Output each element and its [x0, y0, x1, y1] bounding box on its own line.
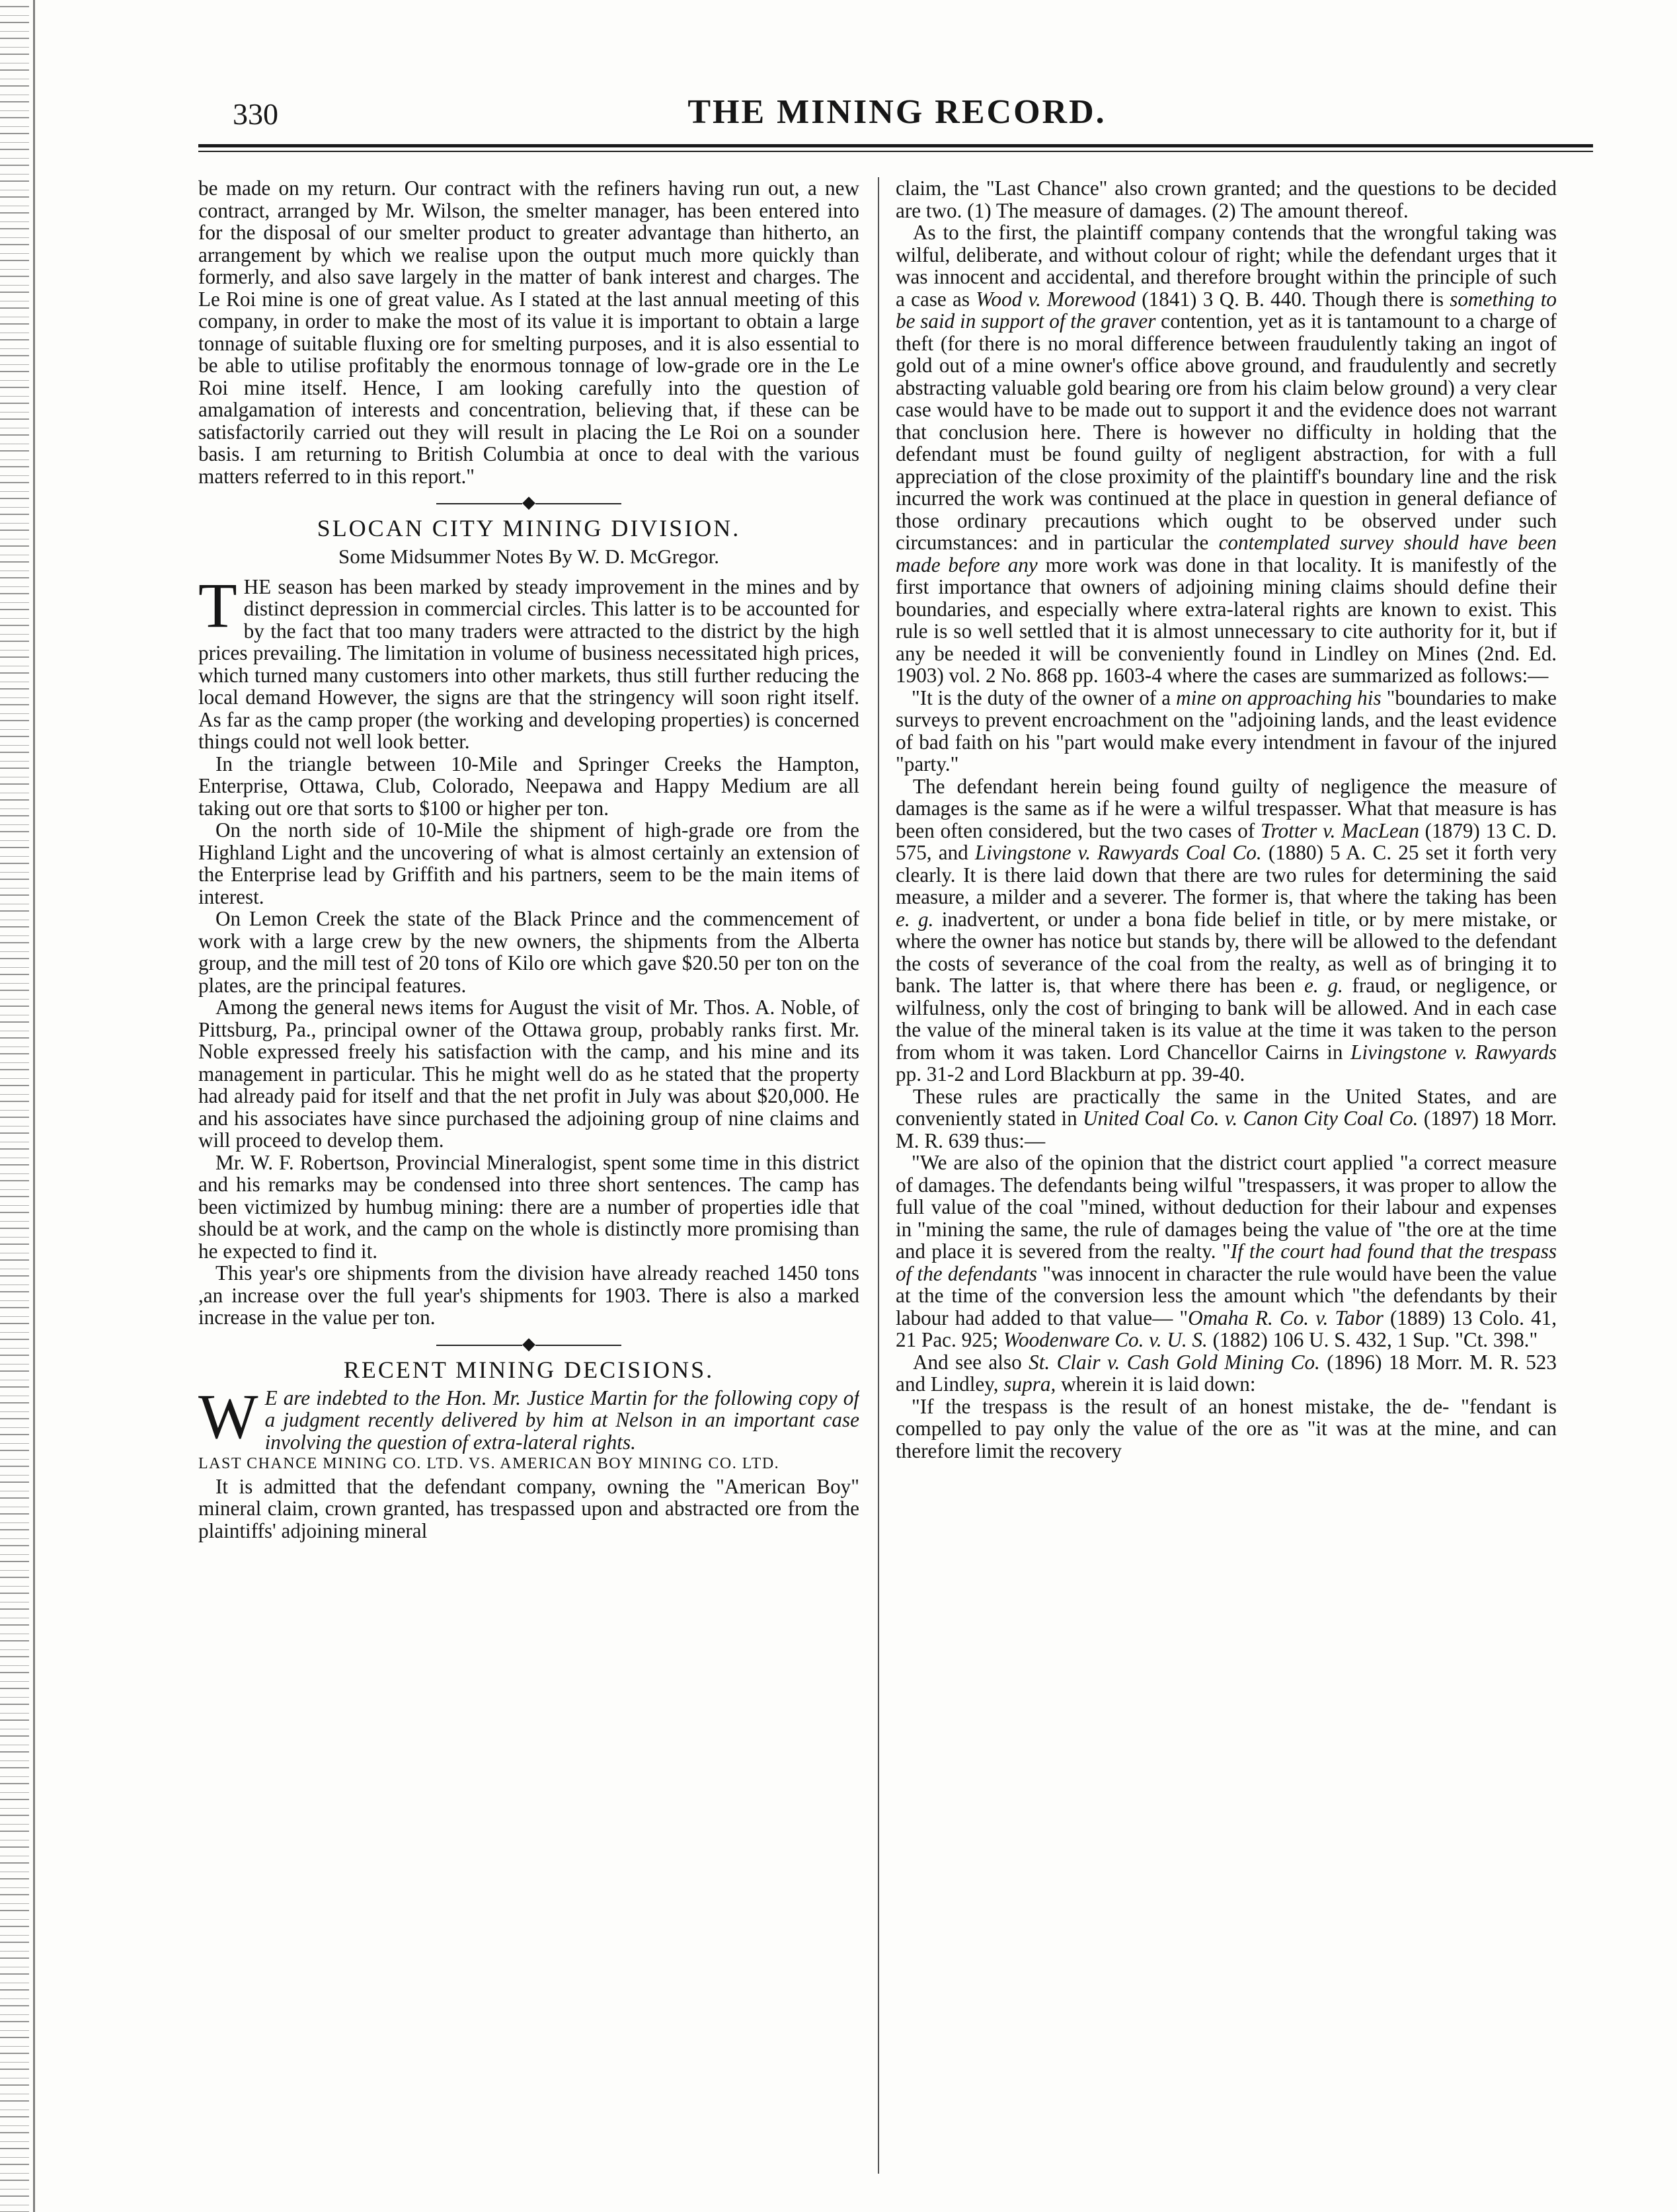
paragraph: In the triangle between 10-Mile and Springer Creeks the Hampton, Enterprise, Ottawa, Club, Colorado, Neepawa and Happy Medium are all taking out ore that sorts to $100 or higher per ton. — [198, 752, 859, 820]
paragraph: claim, the "Last Chance" also crown granted; and the questions to be decided are two. (1) The measure of damages. (2) The amount thereof. — [896, 177, 1557, 222]
case-heading: LAST CHANCE MINING CO. LTD. VS. AMERICAN BOY MINING CO. LTD. — [198, 1455, 780, 1472]
paragraph: These rules are practically the same in the United States, and are conveniently stated in United Coal Co. v. Canon City Coal Co. (1897) 18 Morr. M. R. 639 thus:— — [896, 1084, 1557, 1152]
paragraph: On the north side of 10-Mile the shipment of high-grade ore from the Highland Light and the uncovering of what is almost certainly an extension of the Enterprise lead by Griffith and his partners, seem to be the main items of interest. — [198, 818, 859, 908]
section-divider: ◆ — [198, 494, 859, 511]
paragraph — [198, 1380, 859, 1454]
paragraph: And see also St. Clair v. Cash Gold Mining Co. (1896) 18 Morr. M. R. 523 and Lindley, supra, wherein it is laid down: — [896, 1350, 1557, 1396]
drop-cap: W — [198, 1380, 258, 1452]
right-column — [896, 177, 1557, 2174]
paragraph-text: E are indebted to the Hon. Mr. Justice Martin for the following copy of a judgment recently delivered by him at Nelson in an important case involving the question of extra-lateral rights. — [264, 1386, 859, 1454]
section-title: RECENT MINING DECISIONS. — [343, 1356, 715, 1383]
paragraph: Among the general news items for August the visit of Mr. Thos. A. Noble, of Pittsburg, Pa., principal owner of the Ottawa group, probably ranks first. Mr. Noble expressed freely his satisfaction with the camp, and his mine and its management in particular. This he might well do as he stated that the property had already paid for itself and that the net profit in July was about $20,000. He and his associates have since purchased the adjoining group of nine claims and will proceed to develop them. — [198, 996, 859, 1152]
paragraph — [198, 569, 859, 753]
drop-cap: T — [198, 569, 237, 641]
column-divider — [878, 177, 879, 2174]
paragraph: This year's ore shipments from the division have already reached 1450 tons ,an increase over the full year's shipments for 1903. There is also a marked increase in the value per ton. — [198, 1261, 859, 1329]
case-citation: Omaha R. Co. v. Tabor — [1188, 1306, 1384, 1329]
paragraph: The defendant herein being found guilty of negligence the measure of damages is the same as if he were a wilful trespasser. What that measure is has been often considered, but the two cases of Trotter v. MacLean (1879) 13 C. D. 575, and Livingstone v. Rawyards Coal Co. (1880) 5 A. C. 25 set it forth very clearly. It is there laid down that there are two rules for determining the said measure, a milder and a severer. The former is, that where the taking has been e. g. inadvertent, or under a bona fide belief in title, or by mere mistake, or where the owner has notice but stands by, there will be allowed to the defendant the costs of severance of the coal from the realty, as well as of bringing it to bank. The latter is, that where there has been e. g. fraud, or negligence, or wilfulness, only the cost of bringing to bank will be allowed. And in each case the value of the mineral taken is its value at the time it was taken to the person from whom it was taken. Lord Chancellor Cairns in Livingstone v. Rawyards pp. 31-2 and Lord Blackburn at pp. 39-40. — [896, 774, 1557, 1086]
case-citation: Woodenware Co. v. U. S. — [1003, 1328, 1208, 1351]
paragraph-text: HE season has been marked by steady improvement in the mines and by distinct depression in commercial circles. This latter is to be accounted for by the fact that too many traders were attracted to the district by the high prices prevailing. The limitation in volume of business necessitated high prices, which turned many customers into other markets, thus still further reducing the local demand However, the signs are that the stringency will soon right itself. As far as the camp proper (the working and developing properties) is concerned things could not well look better. — [198, 574, 859, 753]
left-column — [198, 177, 859, 2174]
running-title: THE MINING RECORD. — [687, 93, 1107, 131]
paragraph: As to the first, the plaintiff company contends that the wrongful taking was wilful, deliberate, and without colour of right; while the defendant urges that it was innocent and accidental, and therefore brought within the principle of such a case as Wood v. Morewood (1841) 3 Q. B. 440. Though there is something to be said in support of the graver contention, yet as it is tantamount to a charge of theft (for there is no moral difference between fraudulently taking an ingot of gold out of a mine owner's office above ground, and fraudulently and secretly abstracting valuable gold bearing ore from his claim below ground) a very clear case would have to be made out to support it and the evidence does not warrant that conclusion here. There is however no difficulty in holding that the defendant must be found guilty of negligent abstraction, for with a full appreciation of the close proximity of the plaintiff's boundary line and the risk incurred the work was continued at the place in question in general defiance of those ordinary precautions which ought to be observed under such circumstances: and in particular the contemplated survey should have been made before any more work was done in that locality. It is manifestly of the first importance that owners of adjoining mining claims should define their boundaries, and especially where extra-lateral rights are known to exist. This rule is so well settled that it is almost unnecessary to cite authority for it, but if any be needed it will be conveniently found in Lindley on Mines (2nd. Ed. 1903) vol. 2 No. 868 pp. 1603-4 where the cases are summarized as follows:— — [896, 221, 1557, 687]
case-citation: Wood v. Morewood — [976, 287, 1136, 311]
case-citation: Trotter v. MacLean — [1260, 818, 1419, 842]
case-citation: Livingstone v. Rawyards Coal Co. — [974, 841, 1262, 864]
header-rule-thick — [198, 144, 1593, 147]
binding-edge — [0, 0, 29, 2212]
paragraph: It is admitted that the defendant company, owning the "American Boy" mineral claim, crown granted, has trespassed upon and abstracted ore from the plaintiffs' adjoining mineral — [198, 1474, 859, 1542]
binding-line — [33, 0, 35, 2212]
quotation: "We are also of the opinion that the district court applied "a correct measure of damages. The defendants being wilful "trespassers, it was proper to allow the full value of the coal "mined, without deduction for their labour and expenses in "mining the same, the rule of damages being the value of "the ore at the time and place it is severed from the realty. "If the court had found that the trespass of the defendants "was innocent in character the rule would have been the value at the time of the conversion less the amount which "the defendants by their labour had added to that value— "Omaha R. Co. v. Tabor (1889) 13 Colo. 41, 21 Pac. 925; Woodenware Co. v. U. S. (1882) 106 U. S. 432, 1 Sup. "Ct. 398." — [896, 1151, 1557, 1351]
section-title: SLOCAN CITY MINING DIVISION. — [317, 515, 741, 541]
byline: Some Midsummer Notes By W. D. McGregor. — [338, 545, 720, 568]
quotation: "If the trespass is the result of an honest mistake, the de- "fendant is compelled to pay only the value of the ore as "it was at the mine, and can therefore limit the recovery — [896, 1394, 1557, 1462]
section-divider: ◆ — [198, 1335, 859, 1353]
paragraph: Mr. W. F. Robertson, Provincial Mineralogist, spent some time in this district and his remarks may be condensed into three short sentences. The camp has been victimized by humbug mining: there are a number of properties idle that should be at work, and the camp on the whole is distinctly more promising than he expected to find it. — [198, 1150, 859, 1263]
paragraph: be made on my return. Our contract with the refiners having run out, a new contract, arranged by Mr. Wilson, the smelter manager, has been entered into for the disposal of our smelter product to greater advantage than hitherto, an arrangement by which we realise upon the output much more quickly than formerly, and also save largely in the matter of bank interest and charges. The Le Roi mine is one of great value. As I stated at the last annual meeting of this company, in order to make the most of its value it is important to obtain a large tonnage of suitable fluxing ore for smelting purposes, and it is also essential to be able to utilise profitably the enormous tonnage of low-grade ore in the Le Roi mine itself. Hence, I am looking carefully into the question of amalgamation of interests and concentration, believing that, if these can be satisfactorily carried out they will result in placing the Le Roi on a sounder basis. I am returning to British Columbia at once to deal with the various matters referred to in this report." — [198, 177, 859, 488]
header-rule-thin — [198, 151, 1593, 152]
case-citation: United Coal Co. v. Canon City Coal Co. — [1083, 1107, 1419, 1130]
quotation: "It is the duty of the owner of a mine on approaching his "boundaries to make surveys to prevent encroachment on the "adjoining lands, and the least evidence of bad faith on his "part would make every intendment in favour of the injured "party." — [896, 686, 1557, 775]
case-citation: Livingstone v. Rawyards — [1350, 1040, 1557, 1064]
page-header — [233, 93, 1561, 152]
case-citation: St. Clair v. Cash Gold Mining Co. — [1029, 1350, 1320, 1374]
page-number: 330 — [233, 97, 278, 131]
paragraph: On Lemon Creek the state of the Black Prince and the commencement of work with a large crew by the new owners, the shipments from the Alberta group, and the mill test of 20 tons of Kilo ore which gave $20.50 per ton on the plates, are the principal features. — [198, 907, 859, 997]
